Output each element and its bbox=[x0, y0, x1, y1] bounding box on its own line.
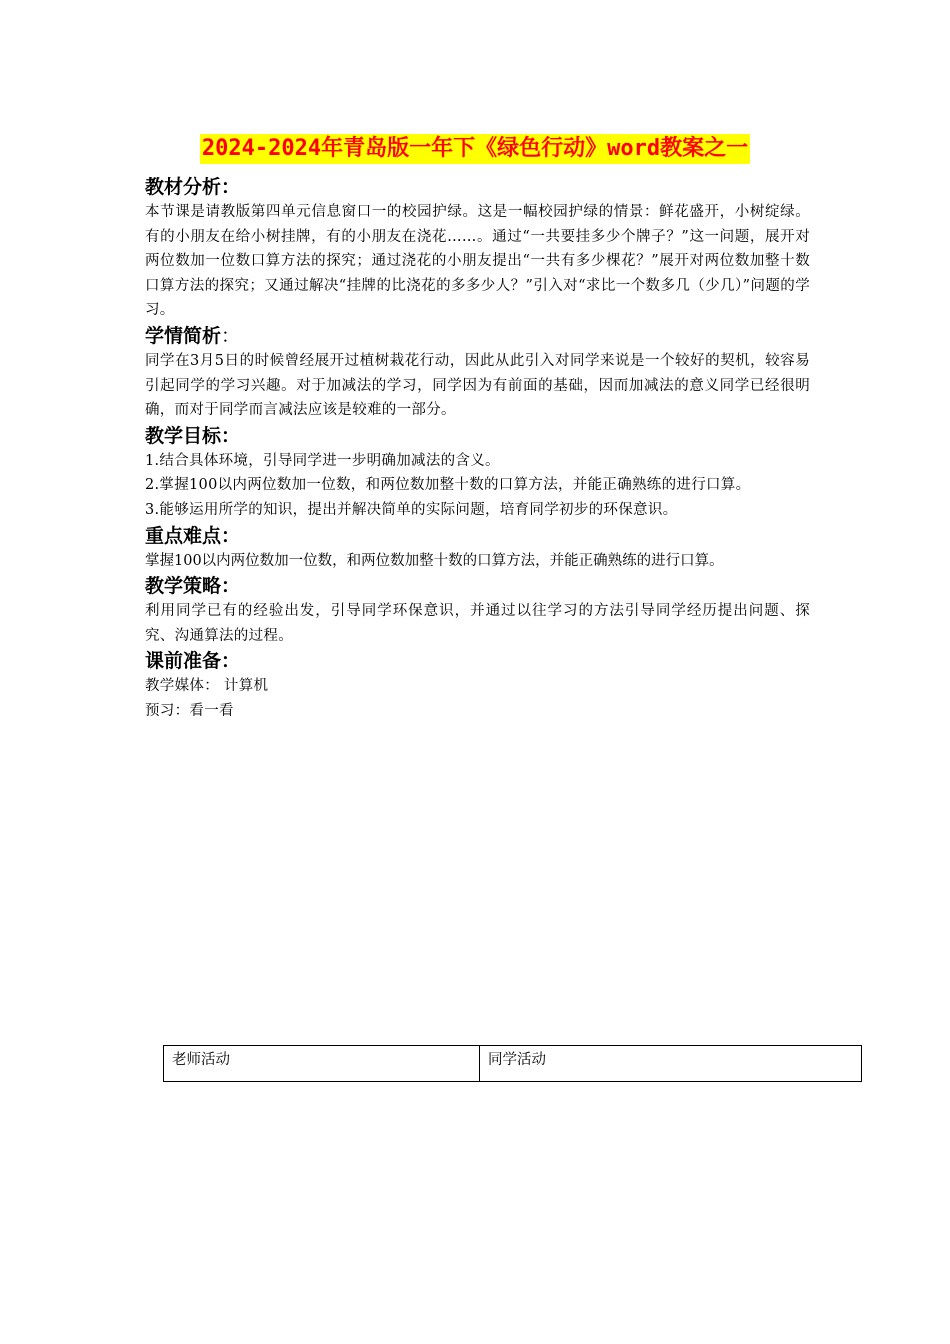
section-key-difficulties bbox=[145, 523, 810, 574]
table-header-student: 同学活动 bbox=[480, 1046, 862, 1082]
prep-item: 预习：看一看 bbox=[145, 702, 234, 719]
document-body bbox=[145, 174, 810, 724]
activity-table-wrapper bbox=[163, 1045, 862, 1082]
section-paragraph: 掌握100以内两位数加一位数，和两位数加整十数的口算方法，并能正确熟练的进行口算。 bbox=[145, 552, 724, 569]
section-heading: 教学目标： bbox=[145, 424, 241, 447]
title-row bbox=[0, 134, 950, 164]
section-heading: 重点难点： bbox=[145, 524, 241, 547]
prep-item: 教学媒体： 计算机 bbox=[145, 678, 269, 695]
section-paragraph: 本节课是请教版第四单元信息窗口一的校园护绿。这是一幅校园护绿的情景：鲜花盛开，小树绽绿。有的小朋友在给小树挂牌，有的小朋友在浇花……。通过“一共要挂多少个牌子？”这一问题，展开对两位数加一位数口算方法的探究；通过浇花的小朋友提出“一共有多少棵花？”展开对两位数加整十数口算方法的探究；又通过解决“挂牌的比浇花的多多少人？”引入对“求比一个数多几（少几）”问题的学习。 bbox=[145, 204, 810, 319]
section-heading bbox=[145, 323, 810, 349]
section-teaching-strategy bbox=[145, 573, 810, 648]
section-student-analysis bbox=[145, 323, 810, 423]
section-heading: 教学策略： bbox=[145, 575, 241, 598]
goal-item: 1.结合具体环境，引导同学进一步明确加减法的含义。 bbox=[145, 452, 500, 469]
section-preparation bbox=[145, 648, 810, 723]
section-heading: 教材分析： bbox=[145, 176, 241, 198]
section-textbook-analysis bbox=[145, 174, 810, 323]
section-heading: 课前准备： bbox=[145, 650, 241, 673]
goal-item: 2.掌握100以内两位数加一位数，和两位数加整十数的口算方法，并能正确熟练的进行口算。 bbox=[145, 477, 751, 494]
activity-table bbox=[163, 1045, 862, 1082]
table-header-teacher: 老师活动 bbox=[164, 1046, 480, 1082]
section-teaching-goals bbox=[145, 423, 810, 523]
section-paragraph: 同学在3月5日的时候曾经展开过植树栽花行动，因此从此引入对同学来说是一个较好的契机，较容易引起同学的学习兴趣。对于加减法的学习，同学因为有前面的基础，因而加减法的意义同学已经很明确，而对于同学而言减法应该是较难的一部分。 bbox=[145, 352, 810, 419]
document-title: 2024-2024年青岛版一年下《绿色行动》word教案之一 bbox=[200, 134, 750, 164]
section-heading-text: 学情简析 bbox=[145, 324, 222, 347]
section-paragraph: 利用同学已有的经验出发，引导同学环保意识，并通过以往学习的方法引导同学经历提出问题、探究、沟通算法的过程。 bbox=[145, 603, 810, 644]
table-row bbox=[164, 1046, 862, 1082]
section-heading-colon: ： bbox=[221, 324, 241, 347]
goal-item: 3.能够运用所学的知识，提出并解决简单的实际问题，培育同学初步的环保意识。 bbox=[145, 501, 678, 518]
